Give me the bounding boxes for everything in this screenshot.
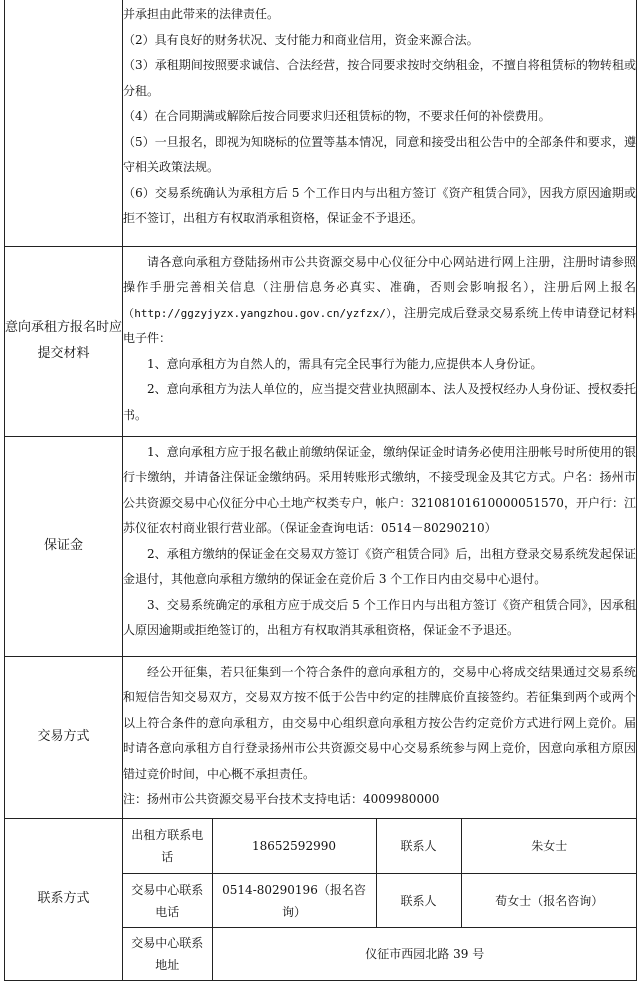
contact-phone: 18652592990	[212, 819, 376, 874]
eligibility-label-cell	[5, 0, 123, 246]
materials-intro-tail: ，注册完成后登录交易系统上传申请登记材料电子件：	[123, 305, 636, 345]
eligibility-line: （3）承租期间按照要求诚信、合法经营，按合同要求按时交纳租金，不擅自将租赁标的物转租或分租。	[123, 58, 636, 98]
deposit-item: 1、意向承租方应于报名截止前缴纳保证金，缴纳保证金时请务必使用注册帐号时所使用的银行卡缴纳，并请备注保证金缴纳码。采用转账形式缴纳，不接受现金及其它方式。户名：扬州市公共资源交易中心仪征分中心土地产权类专户，帐户：32108101610000051570，开户行：江苏仪征农村商业银行营业部。（保证金查询电话：0514－80290210）	[123, 444, 636, 535]
materials-row	[5, 246, 637, 436]
contact-person: 荀女士（报名咨询）	[461, 874, 637, 928]
contact-row-lessor	[123, 819, 637, 874]
materials-intro	[123, 250, 636, 352]
materials-item: 1、意向承租方为自然人的，需具有完全民事行为能力,应提供本人身份证。	[147, 356, 543, 371]
contact-person-label: 联系人	[376, 819, 461, 874]
materials-intro-text: 请各意向承租方登陆扬州市公共资源交易中心仪征分中心网站进行网上注册，注册时请参照操作手册完善相关信息（注册信息务必真实、准确，否则会影响报名），注册后网上报名	[123, 254, 636, 294]
contact-table	[123, 819, 637, 980]
eligibility-content	[123, 0, 637, 246]
contact-row	[5, 818, 637, 980]
trade-row	[5, 656, 637, 818]
eligibility-line: 并承担由此带来的法律责任。	[123, 7, 280, 21]
trade-content	[123, 656, 637, 818]
materials-item: 2、意向承租方为法人单位的，应当提交营业执照副本、法人及授权经办人身份证、授权委托书。	[123, 382, 636, 422]
contact-row-address	[123, 928, 637, 980]
trade-label: 交易方式	[5, 656, 123, 818]
eligibility-line: （5）一旦报名，即视为知晓标的位置等基本情况，同意和接受出租公告中的全部条件和要求，遵守相关政策法规。	[123, 134, 636, 174]
registration-url-link[interactable]: （http://ggzyjyzx.yangzhou.gov.cn/yzfzx/）	[123, 306, 392, 320]
contact-title: 交易中心联系电话	[123, 874, 212, 928]
contact-title: 出租方联系电话	[123, 819, 212, 874]
eligibility-line: （4）在合同期满或解除后按合同要求归还租赁标的物，不要求任何的补偿费用。	[123, 109, 551, 123]
trade-note: 注：扬州市公共资源交易平台技术支持电话：4009980000	[123, 792, 440, 806]
materials-label: 意向承租方报名时应提交材料	[5, 246, 123, 436]
contact-phone: 0514-80290196（报名咨询）	[212, 874, 376, 928]
contact-label: 联系方式	[5, 818, 123, 980]
deposit-row	[5, 436, 637, 656]
trade-text: 经公开征集，若只征集到一个符合条件的意向承租方的，交易中心将成交结果通过交易系统和短信告知交易双方，交易双方按不低于公告中约定的挂牌底价直接签约。若征集到两个或两个以上符合条件的意向承租方，由交易中心组织意向承租方按公告约定竞价方式进行网上竞价。届时请各意向承租方自行登录扬州市公共资源交易中心交易系统参与网上竞价，因意向承租方原因错过竞价时间，中心概不承担责任。	[123, 664, 636, 781]
deposit-content	[123, 436, 637, 656]
contact-row-center	[123, 874, 637, 928]
eligibility-line: （2）具有良好的财务状况、支付能力和商业信用，资金来源合法。	[123, 32, 479, 47]
eligibility-line: （6）交易系统确认为承租方后 5 个工作日内与出租方签订《资产租赁合同》，因我方原因逾期或拒不签订，出租方有权取消承租资格，保证金不予退还。	[123, 185, 636, 225]
announcement-table	[4, 0, 637, 981]
deposit-label: 保证金	[5, 436, 123, 656]
deposit-item: 2、承租方缴纳的保证金在交易双方签订《资产租赁合同》后，出租方登录交易系统发起保证金退付，其他意向承租方缴纳的保证金在竞价后 3 个工作日内由交易中心退付。	[123, 546, 636, 586]
deposit-item: 3、交易系统确定的承租方应于成交后 5 个工作日内与出租方签订《资产租赁合同》，因承租人原因逾期或拒绝签订的，出租方有权取消其承租资格，保证金不予退还。	[123, 597, 636, 637]
contact-address-title: 交易中心联系地址	[123, 928, 212, 980]
contact-person-label: 联系人	[376, 874, 461, 928]
eligibility-row	[5, 0, 637, 246]
contact-person: 朱女士	[461, 819, 637, 874]
materials-content	[123, 246, 637, 436]
contact-address: 仪征市西园北路 39 号	[212, 928, 637, 980]
contact-content	[123, 818, 637, 980]
